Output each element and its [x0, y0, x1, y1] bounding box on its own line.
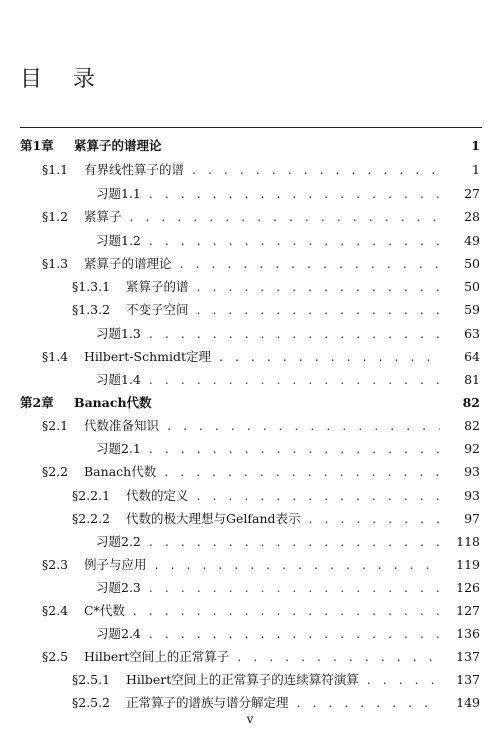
toc-page-number: 50: [464, 256, 480, 271]
toc-chapter-row[interactable]: [0, 393, 500, 415]
toc-leader-dots: [309, 511, 440, 526]
toc-page-number: 49: [464, 233, 480, 248]
toc-page-number: 59: [464, 302, 480, 317]
toc-entry-title: 代数的定义: [126, 488, 189, 503]
toc-leader-dots: [155, 557, 440, 572]
toc-entry-heading: [42, 207, 122, 225]
toc-page-number: 81: [464, 372, 480, 387]
toc-leader-dots: [133, 603, 440, 618]
toc-entry-heading: [72, 670, 359, 688]
toc-subsection-row[interactable]: [0, 277, 500, 299]
toc-entry-heading: [72, 300, 189, 318]
toc-entry-number: §2.1: [42, 418, 69, 433]
toc-page-number: 97: [464, 511, 480, 526]
toc-leader-dots: [149, 372, 440, 387]
toc-entry-number: §1.3.1: [72, 279, 111, 294]
toc-entry-heading: [72, 509, 301, 527]
toc-entry-heading: [42, 647, 229, 665]
toc-entry-heading: [96, 578, 141, 596]
toc-entry-number: §1.3.2: [72, 302, 111, 317]
toc-entry-heading: [96, 532, 141, 550]
toc-leader-dots: [197, 302, 440, 317]
toc-entry-title: Hilbert空间上的正常算子的连续算符演算: [126, 672, 359, 687]
toc-entry-title: 紧算子: [84, 209, 122, 224]
toc-section-row[interactable]: [0, 207, 500, 229]
toc-entry-title: Banach代数: [74, 395, 152, 410]
toc-entry-number: §2.5.2: [72, 695, 111, 710]
toc-entry-heading: [96, 231, 141, 249]
toc-entry-title: 紧算子的谱理论: [84, 256, 172, 271]
toc-entry-title: 有界线性算子的谱: [84, 162, 185, 177]
toc-entry-heading: [42, 555, 147, 573]
toc-entry-title: Hilbert空间上的正常算子: [84, 649, 230, 664]
toc-entry-heading: [42, 416, 159, 434]
toc-leader-dots: [192, 162, 440, 177]
toc-entry-heading: [96, 370, 141, 388]
toc-page-number: 119: [456, 557, 480, 572]
toc-entry-title: 紧算子的谱理论: [74, 138, 162, 153]
toc-subsection-row[interactable]: [0, 300, 500, 322]
toc-entry-title: 习题1.1: [96, 186, 141, 201]
toc-leader-dots: [237, 649, 440, 664]
toc-entry-heading: [96, 324, 141, 342]
toc-page-number: 1: [471, 138, 480, 153]
toc-leader-dots: [297, 695, 440, 710]
page-title: 目 录: [20, 67, 107, 92]
toc-subsection-row[interactable]: [0, 509, 500, 531]
toc-chapter-row[interactable]: [0, 136, 500, 158]
toc-leader-dots: [149, 580, 440, 595]
toc-entry-title: Hilbert-Schmidt定理: [84, 349, 212, 364]
toc-entry-number: §2.2.1: [72, 488, 111, 503]
toc-entry-heading: [42, 462, 156, 480]
toc-page-number: 93: [464, 488, 480, 503]
toc-subsection-row[interactable]: [0, 670, 500, 692]
page-number: v: [246, 712, 254, 726]
toc-page-number: 136: [456, 626, 480, 641]
toc-page-number: 149: [456, 695, 480, 710]
toc-leader-dots: [197, 279, 440, 294]
toc-exercise-row[interactable]: [0, 231, 500, 253]
toc-entry-title: 不变子空间: [126, 302, 189, 317]
toc-page-number: 82: [464, 418, 480, 433]
toc-entry-heading: [42, 601, 125, 619]
toc-entry-title: C*代数: [84, 603, 125, 618]
toc-section-row[interactable]: [0, 601, 500, 623]
toc-leader-dots: [149, 326, 440, 341]
toc-entry-number: §1.2: [42, 209, 69, 224]
toc-page-number: 137: [456, 672, 480, 687]
toc-entry-title: 习题2.4: [96, 626, 141, 641]
toc-page-number: 1: [472, 162, 480, 177]
toc-entry-heading: [42, 160, 184, 178]
toc-page-number: 28: [464, 209, 480, 224]
toc-entry-number: §2.2: [42, 464, 69, 479]
toc-section-row[interactable]: [0, 254, 500, 276]
toc-entry-heading: [20, 136, 162, 154]
toc-entry-heading: [72, 693, 289, 711]
toc-exercise-row[interactable]: [0, 532, 500, 554]
toc-entry-title: 正常算子的谱族与谱分解定理: [126, 695, 289, 710]
toc-entry-heading: [96, 624, 141, 642]
toc-section-row[interactable]: [0, 462, 500, 484]
toc-entry-number: §2.4: [42, 603, 69, 618]
toc-entry-heading: [72, 277, 189, 295]
toc-leader-dots: [149, 441, 440, 456]
toc-page-number: 93: [464, 464, 480, 479]
toc-page-number: 118: [456, 534, 480, 549]
toc-leader-dots: [149, 233, 440, 248]
toc-entry-heading: [42, 254, 172, 272]
toc-page-number: 92: [464, 441, 480, 456]
toc-leader-dots: [167, 418, 440, 433]
toc-entry-title: 代数准备知识: [84, 418, 160, 433]
toc-entry-title: 习题2.2: [96, 534, 141, 549]
title-divider: [20, 127, 482, 128]
toc-subsection-row[interactable]: [0, 486, 500, 508]
toc-leader-dots: [367, 672, 440, 687]
toc-entry-number: §2.5.1: [72, 672, 111, 687]
toc-leader-dots: [197, 488, 440, 503]
toc-section-row[interactable]: [0, 416, 500, 438]
toc-leader-dots: [149, 626, 440, 641]
toc-entry-title: 习题1.2: [96, 233, 141, 248]
toc-entry-number: §1.1: [42, 162, 69, 177]
toc-page-number: 27: [464, 186, 480, 201]
toc-entry-title: 习题1.3: [96, 326, 141, 341]
toc-entry-number: 第2章: [20, 395, 54, 410]
toc-entry-heading: [96, 184, 141, 202]
toc-leader-dots: [130, 209, 440, 224]
toc-entry-number: §1.4: [42, 349, 69, 364]
toc-entry-title: 习题2.3: [96, 580, 141, 595]
toc-section-row[interactable]: [0, 347, 500, 369]
toc-entry-heading: [20, 393, 152, 411]
toc-entry-number: §1.3: [42, 256, 69, 271]
toc-entry-number: §2.3: [42, 557, 69, 572]
toc-exercise-row[interactable]: [0, 324, 500, 346]
toc-leader-dots: [164, 464, 440, 479]
toc-section-row[interactable]: [0, 555, 500, 577]
toc-exercise-row[interactable]: [0, 184, 500, 206]
toc-entry-number: §2.5: [42, 649, 69, 664]
toc-page-number: 50: [464, 279, 480, 294]
toc-entry-number: 第1章: [20, 138, 54, 153]
toc-page-number: 126: [456, 580, 480, 595]
toc-section-row[interactable]: [0, 160, 500, 182]
toc-leader-dots: [149, 534, 440, 549]
toc-leader-dots: [180, 256, 440, 271]
toc-exercise-row[interactable]: [0, 439, 500, 461]
toc-page-number: 137: [456, 649, 480, 664]
toc-entry-heading: [72, 486, 189, 504]
toc-entry-number: §2.2.2: [72, 511, 111, 526]
toc-entry-title: 例子与应用: [84, 557, 147, 572]
toc-leader-dots: [219, 349, 440, 364]
toc-page-number: 82: [462, 395, 480, 410]
toc-exercise-row[interactable]: [0, 370, 500, 392]
toc-entry-heading: [42, 347, 211, 365]
toc-page-number: 64: [464, 349, 480, 364]
toc-section-row[interactable]: [0, 647, 500, 669]
toc-page-number: 63: [464, 326, 480, 341]
toc-entry-title: 习题2.1: [96, 441, 141, 456]
toc-leader-dots: [149, 186, 440, 201]
toc-exercise-row[interactable]: [0, 578, 500, 600]
toc-entry-title: 代数的极大理想与Gelfand表示: [126, 511, 301, 526]
toc-page-number: 127: [456, 603, 480, 618]
toc-entry-title: 紧算子的谱: [126, 279, 189, 294]
toc-exercise-row[interactable]: [0, 624, 500, 646]
toc-entry-title: 习题1.4: [96, 372, 141, 387]
toc-entry-heading: [96, 439, 141, 457]
toc-entry-title: Banach代数: [84, 464, 157, 479]
